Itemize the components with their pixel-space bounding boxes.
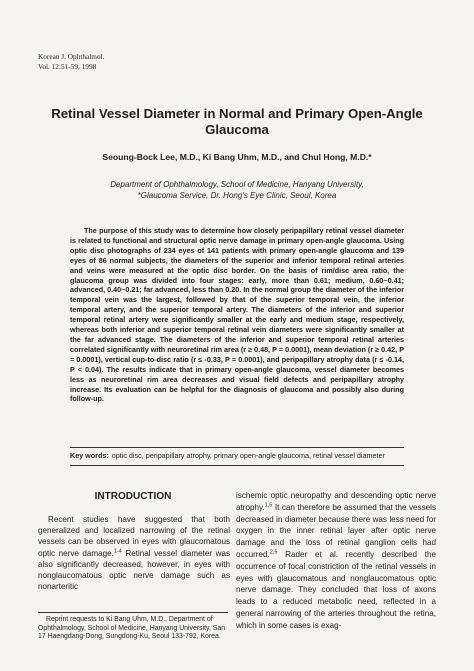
- reprint-footnote: Reprint requests to Ki Bang Uhm, M.D., Department of Ophthalmology, School of Medicine, Hanyang University, San 17 Haengdang-Dong, Sungdong-Ku, Seoul 133-792, Korea.: [38, 612, 228, 642]
- citation-ref: 1,5: [264, 502, 273, 509]
- author-list: Seoung-Bock Lee, M.D., Ki Bang Uhm, M.D., and Chul Hong, M.D.*: [102, 152, 372, 162]
- intro-right-text-c: Rader et al. recently described the occurrence of focal constriction of the retinal vessels in eyes with glaucomatous and nonglaucomatous optic nerve damage. They concluded that loss of axons leads to a reduced metabolic need, reflected in a general narrowing of the arteries throughout the retina, which in some cases is exag-: [236, 549, 436, 630]
- abstract: The purpose of this study was to determine how closely peripapillary retinal vessel diameter is related to functional and structural optic nerve damage in primary open-angle glaucoma. Using optic disc photographs of 234 eyes of 141 patients with primary open-angle glaucoma and 139 eyes of 86 normal subjects, the diameters of the superior and inferior temporal retinal arteries and veins were measured at the optic disc border. On the basis of rim/disc area ratio, the glaucoma group was divided into four stages: early, more than 0.61; medium, 0.60~0.41; advanced, 0.40~0.21; far advanced, less than 0.20. In the normal group the diameter of the inferior temporal vein was the largest, followed by that of the superior temporal vein, the inferior temporal artery, and the superior temporal artery. The diameters of the inferior and superior temporal retinal artery were significantly smaller at the early and medium stage, respectively, whereas both inferior and superior temporal retinal vein diameters were significantly smaller at the far advanced stage. The diameters of the inferior and superior temporal retinal arteries correlated significantly with neuroretinal rim area (r ≥ 0.48, P = 0.0001), mean deviation (r ≥ 0.42, P = 0.0001), vertical cup-to-disc ratio (r ≤ -0.33, P = 0.0001), and peripapillary atrophy data (r ≤ -0.14, P < 0.04). The results indicate that in primary open-angle glaucoma, vessel diameter becomes less as neuroretinal rim area decreases and visual field defects and peripapillary atrophy increase. Its evaluation can be helpful for the diagnosis of glaucoma and possibly also during follow-up.: [70, 226, 404, 404]
- intro-right-text-b: It can therefore be assumed that the vessels decreased in diameter because there was less need for oxygen in the inner retinal layer after optic nerve damage and the loss of retinal ganglion cells had occurred.: [236, 502, 436, 559]
- affiliation-line-1: Department of Ophthalmology, School of Medicine, Hanyang University,: [110, 180, 364, 189]
- journal-citation: [38, 52, 104, 72]
- article-title-line-2: Glaucoma: [205, 122, 269, 137]
- affiliation-line-2: *Glaucoma Service, Dr. Hong's Eye Clinic, Seoul, Korea: [137, 190, 337, 200]
- keywords-box: [70, 447, 404, 466]
- intro-left-text-a: Recent studies have suggested that both generalized and localized narrowing of the retinal vessels can be observed in eyes with glaucomatous optic nerve damage.: [38, 515, 230, 558]
- article-title-line-1: Retinal Vessel Diameter in Normal and Primary Open-Angle: [51, 106, 423, 121]
- citation-ref: 2,5: [269, 549, 278, 556]
- journal-name: Korean J. Ophthalmol.: [38, 52, 105, 61]
- journal-volume: Vol. 12:51-59, 1998: [38, 62, 97, 71]
- intro-left-text-b: Retinal vessel diameter was also significantly decreased, however, in eyes with nonglaucomatous optic nerve damage such as nonarteritic: [38, 548, 230, 592]
- section-heading-introduction: INTRODUCTION: [94, 491, 172, 502]
- introduction-left-column: [38, 514, 230, 592]
- keywords-text: optic disc, peripapillary atrophy, primary open-angle glaucoma, retinal vessel diameter: [111, 451, 385, 460]
- intro-right-text-a: ischemic optic neuropathy and descending optic nerve atrophy.: [236, 491, 436, 512]
- affiliation: [40, 180, 434, 201]
- keywords-label: Key words:: [70, 451, 109, 460]
- introduction-right-column: [236, 490, 436, 632]
- article-title: [40, 106, 434, 138]
- citation-ref: 1-4: [113, 547, 122, 554]
